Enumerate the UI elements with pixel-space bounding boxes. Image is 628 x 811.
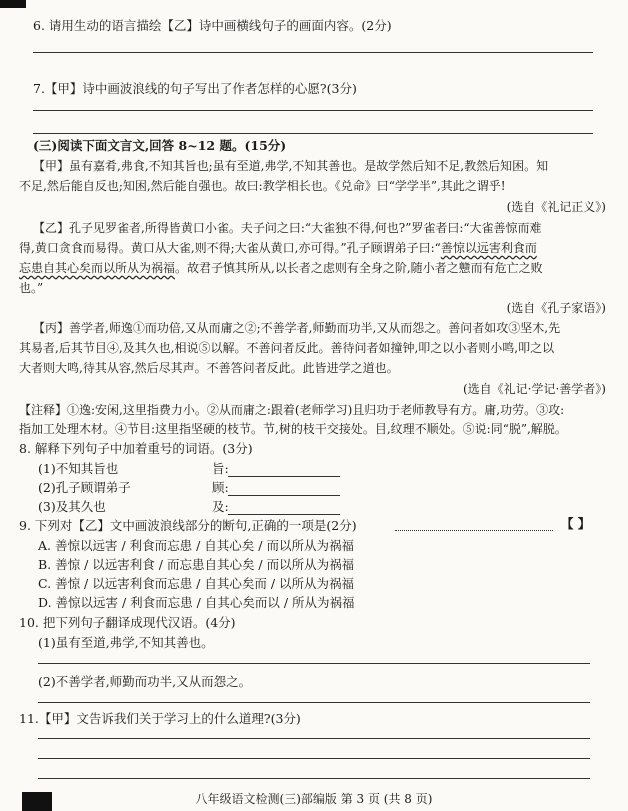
answer-blank[interactable] [228, 476, 340, 477]
section-3-heading: (三)阅读下面文言文,回答 8~12 题。(15分) [33, 138, 287, 153]
answer-line[interactable] [33, 110, 593, 111]
q8-item-word: 及: [212, 499, 229, 514]
passage-bing-line: 其易者,后其节目④,及其久也,相说⑤以解。不善问者反此。善待问者如撞钟,叩之以小者则小鸣,叩之以 [19, 341, 555, 355]
passage-yi-text: 。故君子慎其所从,以长者之虑则有全身之阶,随小者之戆而有危亡之败 [175, 261, 543, 275]
passage-jia-line: 【甲】虽有嘉肴,弗食,不知其旨也;虽有至道,弗学,不知其善也。是故学然后知不足,教然后知困。知 [33, 159, 549, 173]
question-10-title: 10. 把下列句子翻译成现代汉语。(4分) [19, 615, 236, 630]
q8-item-word: 旨: [212, 461, 229, 476]
passage-bing-line: 【丙】善学者,师逸①而功倍,又从而庸之②;不善学者,师勤而功半,又从而怨之。善问者如攻③坚木,先 [33, 321, 561, 335]
question-8-title: 8. 解释下列句子中加着重号的词语。(3分) [19, 441, 253, 456]
answer-bracket[interactable]: 【 】 [561, 516, 591, 531]
option-d[interactable]: D. 善惊以远害 / 利食而忘患 / 自其心矣而以 / 所从为祸福 [38, 595, 355, 610]
question-11: 11.【甲】文告诉我们关于学习上的什么道理?(3分) [19, 711, 301, 726]
corner-mark-top [0, 0, 26, 8]
passage-yi-source: (选自《孔子家语》) [506, 301, 606, 315]
passage-yi-line [19, 240, 537, 256]
page-footer: 八年级语文检测(三)部编版 第 3 页 (共 8 页) [195, 792, 433, 806]
answer-line[interactable] [38, 778, 590, 779]
option-b[interactable]: B. 善惊 / 以远害利食 / 而忘患自其心矣 / 而以所从为祸福 [38, 557, 355, 572]
answer-blank[interactable] [228, 495, 340, 496]
q10-sentence-1: (1)虽有至道,弗学,不知其善也。 [38, 635, 214, 650]
passage-yi-text: 得,黄口贪食而易得。黄口从大雀,则不得;大雀从黄口,亦可得。”孔子顾谓弟子曰:“ [19, 241, 441, 255]
q8-item-sentence: (3)及其久也 [38, 499, 106, 514]
question-6: 6. 请用生动的语言描绘【乙】诗中画横线句子的画面内容。(2分) [33, 18, 392, 33]
passage-jia-line: 不足,然后能自反也;知困,然后能自强也。故曰:教学相长也。《兑命》曰“学学半”,其此之谓乎! [19, 179, 506, 193]
passage-yi-line [19, 260, 543, 276]
annotation-line: 指加工处理木材。④节目:这里指坚硬的枝节。节,树的枝干交接处。目,纹理不顺处。⑤说:同“脱”,解脱。 [19, 422, 567, 436]
passage-bing-line: 大者则大鸣,待其从容,然后尽其声。不善答问者反此。此皆进学之道也。 [19, 361, 399, 375]
answer-line[interactable] [38, 738, 590, 739]
answer-line[interactable] [38, 663, 590, 664]
q8-item-sentence: (2)孔子顾谓弟子 [38, 480, 131, 495]
passage-yi-line: 【乙】孔子见罗雀者,所得皆黄口小雀。夫子问之曰:“大雀独不得,何也?”罗雀者曰:“大雀善惊而难 [33, 221, 542, 235]
passage-yi-line: 也。” [19, 281, 44, 295]
passage-jia-source: (选自《礼记正义》) [506, 200, 606, 214]
answer-line[interactable] [33, 52, 593, 53]
question-7: 7.【甲】诗中画波浪线的句子写出了作者怎样的心愿?(3分) [33, 81, 357, 96]
answer-line[interactable] [33, 133, 593, 134]
answer-line[interactable] [38, 758, 590, 759]
option-c[interactable]: C. 善惊 / 以远害利食而忘患 / 自其心矣而 / 以所从为祸福 [38, 576, 355, 591]
passage-bing-source: (选自《礼记·学记·善学者》) [463, 382, 606, 396]
answer-line[interactable] [38, 702, 590, 703]
option-a[interactable]: A. 善惊以远害 / 利食而忘患 / 自其心矣 / 而以所从为祸福 [38, 538, 354, 553]
question-9-title: 9. 下列对【乙】文中画波浪线部分的断句,正确的一项是(2分) [19, 518, 357, 533]
annotation-line: 【注释】①逸:安闲,这里指费力小。②从而庸之:跟着(老师学习)且归功于老师教导有方。庸,功劳。③攻: [19, 403, 565, 417]
leader-dots [395, 530, 553, 531]
q10-sentence-2: (2)不善学者,师勤而功半,又从而怨之。 [38, 674, 252, 689]
wavy-underline-text: 善惊以远害利食而 [440, 241, 537, 255]
q8-item-sentence: (1)不知其旨也 [38, 461, 119, 476]
wavy-underline-text: 忘患自其心矣而以所从为祸福 [19, 261, 176, 275]
answer-blank[interactable] [228, 514, 340, 515]
q8-item-word: 顾: [212, 480, 229, 495]
